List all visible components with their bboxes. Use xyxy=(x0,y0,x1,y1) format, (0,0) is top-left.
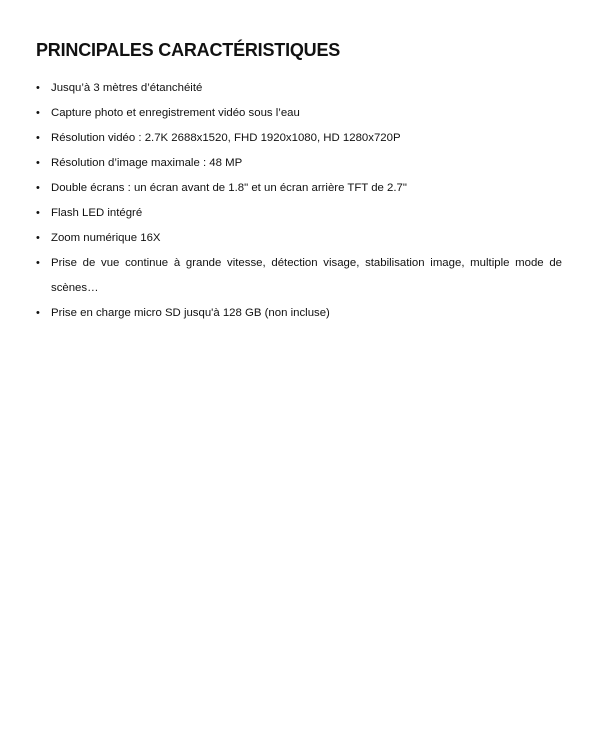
list-item-text: Double écrans : un écran avant de 1.8" et un écran arrière TFT de 2.7" xyxy=(51,182,407,194)
bullet-icon: • xyxy=(36,157,40,169)
list-item-text: Résolution vidéo : 2.7K 2688x1520, FHD 1920x1080, HD 1280x720P xyxy=(51,132,401,144)
list-item-text: Jusqu’à 3 mètres d’étanchéité xyxy=(51,82,203,94)
list-item-text: Prise en charge micro SD jusqu'à 128 GB (non incluse) xyxy=(51,307,330,319)
bullet-icon: • xyxy=(36,232,40,244)
list-item-text: Capture photo et enregistrement vidéo sous l’eau xyxy=(51,107,300,119)
features-list xyxy=(36,76,562,326)
list-item-text: Résolution d’image maximale : 48 MP xyxy=(51,157,243,169)
bullet-icon: • xyxy=(36,307,40,319)
list-item xyxy=(36,176,562,201)
list-item-text: Prise de vue continue à grande vitesse, détection visage, stabilisation image, multiple mode de scènes… xyxy=(51,257,562,294)
bullet-icon: • xyxy=(36,257,40,269)
list-item xyxy=(36,301,562,326)
list-item xyxy=(36,151,562,176)
list-item-text: Zoom numérique 16X xyxy=(51,232,161,244)
list-item xyxy=(36,101,562,126)
list-item xyxy=(36,226,562,251)
bullet-icon: • xyxy=(36,182,40,194)
list-item xyxy=(36,251,562,301)
list-item xyxy=(36,76,562,101)
bullet-icon: • xyxy=(36,207,40,219)
bullet-icon: • xyxy=(36,82,40,94)
list-item xyxy=(36,126,562,151)
list-item xyxy=(36,201,562,226)
list-item-text: Flash LED intégré xyxy=(51,207,143,219)
section-title: PRINCIPALES CARACTÉRISTIQUES xyxy=(36,40,341,60)
bullet-icon: • xyxy=(36,107,40,119)
bullet-icon: • xyxy=(36,132,40,144)
